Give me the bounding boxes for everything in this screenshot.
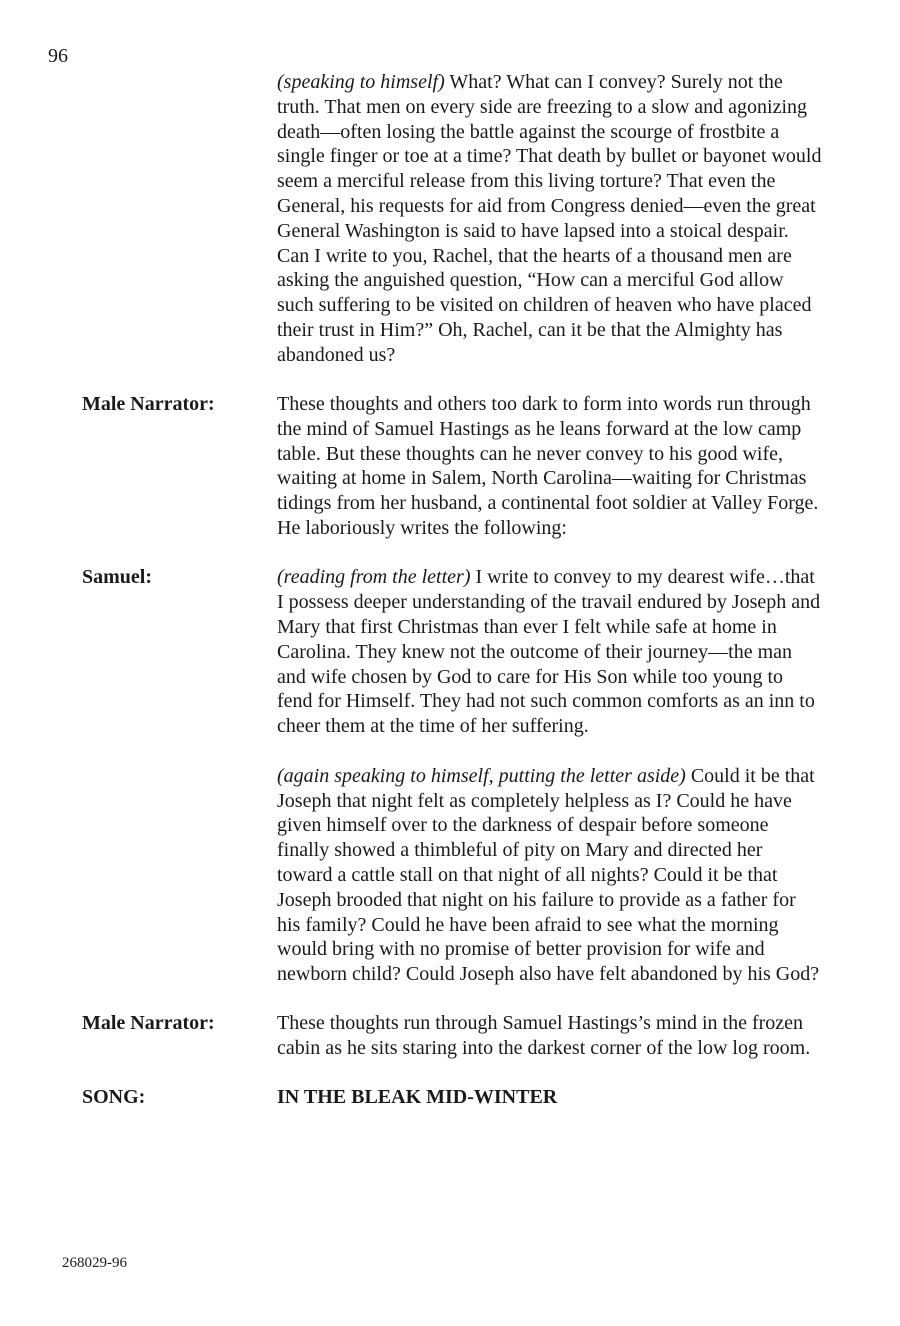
stage-direction: (reading from the letter) bbox=[277, 566, 471, 589]
script-block-monologue bbox=[82, 70, 822, 368]
spoken-line: What? What can I convey? Surely not the truth. That men on every side are freezing to a slow and agonizing death—often losing the battle against the scourge of frostbite a single finger or toe at a time? That death by bullet or bayonet would seem a merciful release from this living torture? That even the General, his requests for aid from Congress denied—even the great General Washington is said to have lapsed into a stoical despair. Can I write to you, Rachel, that the hearts of a thousand men are asking the anguished question, “How can a merciful God allow such suffering to be visited on children of heaven who have placed their trust in Him?” Oh, Rachel, can it be that the Almighty has abandoned us? bbox=[277, 71, 822, 366]
speaker-label: Samuel: bbox=[82, 566, 152, 589]
script-block-song bbox=[82, 1085, 822, 1110]
speaker-label: Male Narrator: bbox=[82, 1012, 215, 1035]
page-number: 96 bbox=[48, 45, 68, 67]
dialogue-text bbox=[277, 392, 822, 541]
dialogue-paragraph bbox=[277, 1011, 822, 1061]
dialogue-paragraph bbox=[277, 392, 822, 541]
dialogue-paragraph bbox=[277, 565, 822, 739]
dialogue-text bbox=[277, 1011, 822, 1061]
dialogue-text bbox=[277, 70, 822, 368]
song-title: IN THE BLEAK MID-WINTER bbox=[277, 1086, 558, 1109]
speaker-label: Male Narrator: bbox=[82, 393, 215, 416]
spoken-line: Could it be that Joseph that night felt as completely helpless as I? Could he have given himself over to the darkness of despair before someone finally showed a thimbleful of pity on Mary and directed her toward a cattle stall on that night of all nights? Could it be that Joseph brooded that night on his failure to provide as a father for his family? Could he have been afraid to see what the morning would bring with no promise of better provision for wife and newborn child? Could Joseph also have felt abandoned by his God? bbox=[277, 764, 820, 986]
footer-code: 268029-96 bbox=[62, 1255, 127, 1271]
dialogue-paragraph bbox=[277, 764, 822, 987]
script-body bbox=[82, 70, 822, 1135]
script-block-narrator bbox=[82, 392, 822, 541]
stage-direction: (speaking to himself) bbox=[277, 71, 445, 93]
song-label: SONG: bbox=[82, 1086, 146, 1109]
dialogue-text bbox=[277, 565, 822, 987]
dialogue-paragraph bbox=[277, 70, 822, 368]
script-block-samuel bbox=[82, 565, 822, 987]
script-block-narrator bbox=[82, 1011, 822, 1061]
spoken-line: I write to convey to my dearest wife…that I possess deeper understanding of the travail endured by Joseph and Mary that first Christmas than ever I felt while safe at home in Carolina. They knew not the outcome of their journey—the man and wife chosen by God to care for His Son while too young to fend for Himself. They had not such common comforts as an inn to cheer them at the time of her suffering. bbox=[277, 566, 821, 738]
spoken-line: These thoughts run through Samuel Hastings’s mind in the frozen cabin as he sits staring into the darkest corner of the low log room. bbox=[277, 1012, 811, 1060]
spoken-line: These thoughts and others too dark to form into words run through the mind of Samuel Hastings as he leans forward at the low camp table. But these thoughts can he never convey to his good wife, waiting at home in Salem, North Carolina—waiting for Christmas tidings from her husband, a continental foot soldier at Valley Forge. He laboriously writes the following: bbox=[277, 393, 819, 540]
stage-direction: (again speaking to himself, putting the letter aside) bbox=[277, 764, 686, 787]
